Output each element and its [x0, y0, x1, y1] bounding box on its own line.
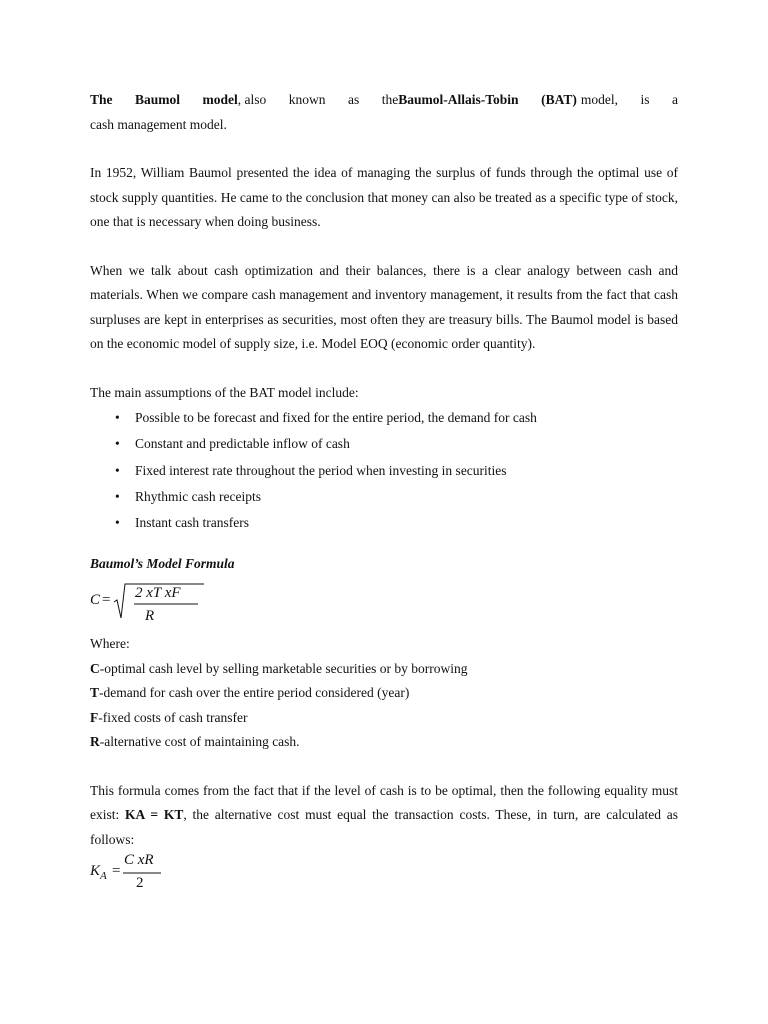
intro-word: Baumol	[135, 92, 181, 107]
intro-model-group	[203, 88, 267, 113]
formula-lhs: C	[90, 592, 101, 609]
bullet-icon: •	[115, 410, 120, 425]
bullet-icon: •	[115, 462, 120, 478]
list-item-text: Possible to be forecast and fixed for the entire period, the demand for cash	[135, 410, 537, 425]
definition-symbol: R	[90, 734, 100, 750]
list-item	[90, 510, 678, 536]
bullet-icon: •	[115, 515, 120, 531]
bullet-icon: •	[115, 488, 120, 504]
ka-subscript: A	[100, 870, 107, 883]
ka-denominator: 2	[136, 875, 144, 892]
formula-equals: =	[102, 592, 111, 609]
formula-denominator: R	[145, 608, 155, 625]
paragraph-equality	[90, 779, 678, 853]
equality-expression: KA = KT	[125, 807, 184, 823]
ka-symbol: K	[90, 863, 101, 880]
intro-bat-group	[382, 88, 519, 113]
document-page	[90, 88, 678, 896]
list-item-text: Instant cash transfers	[135, 515, 249, 531]
list-item	[90, 405, 678, 431]
paragraph-history: In 1952, William Baumol presented the idea of managing the surplus of funds through the optimal use of stock supply quantities. He came to the conclusion that money can also be treated as a specific type of stock, one that is necessary when doing business.	[90, 165, 678, 229]
definition-text: -alternative cost of maintaining cash.	[99, 734, 300, 750]
intro-word: The	[90, 92, 113, 107]
intro-word: is	[640, 92, 650, 107]
list-item	[90, 431, 678, 457]
list-item-text: Constant and predictable inflow of cash	[135, 436, 350, 452]
intro-word: as	[348, 92, 360, 107]
list-item-text: Fixed interest rate throughout the period when investing in securities	[135, 462, 507, 478]
definition-item	[90, 730, 678, 755]
ka-equals: =	[112, 863, 121, 880]
intro-word: (BAT)	[541, 92, 577, 107]
ka-lhs	[90, 863, 107, 882]
list-item	[90, 484, 678, 510]
intro-word: known	[288, 92, 326, 107]
intro-line-2: cash management model.	[90, 116, 227, 132]
intro-word: model,	[580, 92, 618, 107]
intro-line-1	[90, 88, 678, 113]
definition-text: -demand for cash over the entire period considered (year)	[99, 685, 410, 701]
definition-text: -optimal cash level by selling marketable securities or by borrowing	[99, 660, 468, 676]
definition-text: -fixed costs of cash transfer	[98, 709, 248, 725]
intro-bat-abbr-group	[541, 88, 618, 113]
definition-item	[90, 657, 678, 682]
formula-numerator: 2 xT xF	[135, 585, 181, 602]
list-item	[90, 458, 678, 484]
formula-heading: Baumol’s Model Formula	[90, 556, 235, 572]
bullet-icon: •	[115, 436, 120, 452]
where-label: Where:	[90, 636, 130, 652]
equality-text-after: , the alternative cost must equal the transaction costs. These, in turn, are calculated as follows:	[90, 807, 679, 847]
definitions-block	[90, 632, 678, 755]
intro-word: the	[381, 92, 399, 107]
intro-word: Baumol-Allais-Tobin	[398, 92, 519, 107]
definition-item	[90, 681, 678, 706]
assumptions-list	[90, 405, 678, 536]
intro-word: model	[202, 92, 238, 107]
definition-symbol: T	[90, 685, 100, 701]
definition-symbol: F	[90, 709, 99, 725]
definition-symbol: C	[90, 660, 100, 676]
assumptions-intro: The main assumptions of the BAT model include:	[90, 384, 359, 400]
list-item-text: Rhythmic cash receipts	[135, 488, 261, 504]
ka-numerator: C xR	[124, 852, 154, 869]
equality-text-before: This formula comes from the fact that if the level of cash is to be optimal, then the following equality must exist:	[90, 782, 678, 823]
intro-word: a	[671, 92, 678, 107]
definition-item	[90, 706, 678, 731]
ka-formula	[90, 852, 678, 896]
paragraph-analogy: When we talk about cash optimization and their balances, there is a clear analogy between cash and materials. When we compare cash management and inventory management, it results from the fact that cash surpluses are kept in enterprises as securities, most often they are treasury bills. The Baumol model is based on the economic model of supply size, i.e. Model EOQ (economic order quantity).	[90, 262, 678, 351]
baumol-formula	[90, 582, 678, 632]
intro-word: , also	[237, 92, 267, 107]
